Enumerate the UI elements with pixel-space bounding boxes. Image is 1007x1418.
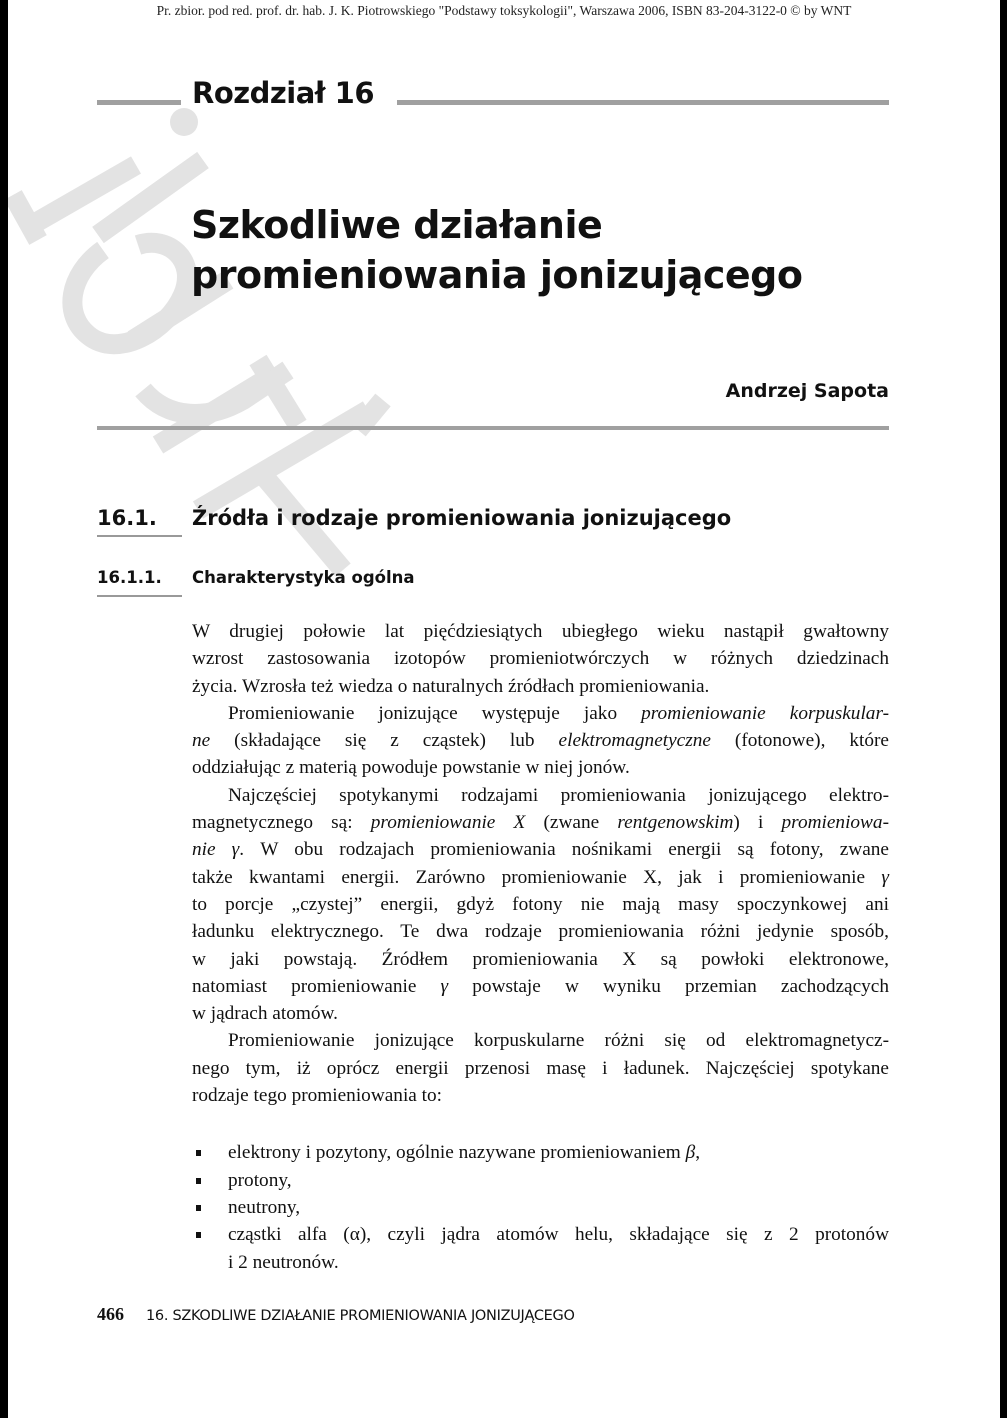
title-rule (97, 426, 889, 430)
italic-text: γ (440, 975, 449, 997)
text-line (192, 1027, 889, 1054)
italic-text: rentgenowskim (617, 812, 734, 834)
text-run: magnetycznego są: (192, 812, 371, 834)
document-page (8, 0, 1000, 1418)
text-run: natomiast promieniowanie (192, 975, 441, 997)
chapter-rule-right (397, 100, 889, 105)
text-line (192, 645, 889, 672)
text-line (192, 618, 889, 645)
paragraph (192, 618, 889, 700)
text-run: wzrost zastosowania izotopów promieniotwórczych w różnych dziedzinach (192, 648, 889, 670)
text-line (192, 1000, 889, 1027)
page-number: 466 (97, 1304, 124, 1324)
italic-text: ne (192, 730, 211, 752)
text-run: Promieniowanie jonizujące występuje jako (228, 702, 642, 724)
paragraph (192, 782, 889, 1028)
text-run: cząstki alfa (α), czyli jądra atomów helu, składające się z 2 protonów (228, 1224, 889, 1246)
text-run: powstaje w wyniku przemian zachodzących (448, 975, 889, 997)
text-run: elektrony i pozytony, ogólnie nazywane promieniowaniem (228, 1142, 686, 1164)
bullet-icon (196, 1205, 201, 1211)
text-line (228, 1221, 889, 1248)
text-line (228, 1167, 889, 1194)
text-run: neutrony, (228, 1196, 301, 1218)
text-line (192, 973, 889, 1000)
chapter-title-line: promieniowania jonizującego (191, 253, 803, 297)
text-run: i 2 neutronów. (228, 1251, 339, 1273)
text-line (192, 727, 889, 754)
paragraph (192, 1027, 889, 1109)
subsection-title: Charakterystyka ogólna (192, 568, 415, 587)
header-note: Pr. zbior. pod red. prof. dr. hab. J. K. Piotrowskiego "Podstawy toksykologii", Warszawa 2006, ISBN 83-204-3122-0 © by WNT (156, 3, 852, 18)
chapter-title-line: Szkodliwe działanie (191, 203, 603, 247)
italic-text: nie γ (192, 839, 240, 861)
text-run: W drugiej połowie lat pięćdziesiątych ubiegłego wieku nastąpił gwałtowny (192, 621, 889, 642)
text-run: rodzaje tego promieniowania to: (192, 1085, 443, 1107)
paragraph (192, 700, 889, 782)
text-run: życia. Wzrosła też wiedza o naturalnych źródłach promieniowania. (192, 675, 710, 697)
text-run: to porcje „czystej” energii, gdyż fotony nie mają masy spoczynkowej ani (192, 893, 889, 915)
text-line (192, 1082, 889, 1109)
text-run: , (695, 1142, 701, 1164)
italic-text: elektromagnetyczne (558, 730, 711, 752)
text-run: protony, (228, 1169, 292, 1191)
section-number-underline (97, 535, 182, 537)
text-run: także kwantami energii. Zarówno promieniowanie X, jak i promieniowanie (192, 866, 882, 888)
watermark (8, 100, 468, 620)
text-run: w jądrach atomów. (192, 1003, 338, 1025)
italic-text: promieniowanie X (370, 812, 526, 834)
bullet-icon (196, 1178, 201, 1184)
text-line (192, 918, 889, 945)
text-line (192, 946, 889, 973)
body-text (192, 618, 889, 1276)
italic-text: γ (881, 866, 889, 888)
bullet-icon (196, 1150, 201, 1156)
list-item (192, 1139, 889, 1166)
list-item (192, 1221, 889, 1276)
text-run: ładunku elektrycznego. Te dwa rodzaje promieniowania różni jedynie sposób, (192, 921, 889, 943)
text-run: Promieniowanie jonizujące korpuskularne różni się od elektromagnetycz- (228, 1030, 889, 1052)
chapter-label: Rozdział 16 (192, 76, 374, 110)
spacer (192, 1109, 889, 1139)
text-run: w jaki powstają. Źródłem promieniowania X są powłoki elektronowe, (192, 948, 889, 970)
bullet-icon (196, 1232, 201, 1238)
italic-text: β (685, 1142, 696, 1164)
text-line (192, 864, 889, 891)
chapter-title (191, 200, 802, 300)
text-line (192, 836, 889, 863)
subsection-number-underline (97, 595, 182, 597)
text-line (192, 754, 889, 781)
text-run: Najczęściej spotykanymi rodzajami promieniowania jonizującego elektro- (228, 784, 889, 806)
page-footer (97, 1304, 575, 1325)
subsection-number: 16.1.1. (97, 568, 162, 587)
chapter-rule-left (97, 100, 181, 105)
text-line (228, 1194, 889, 1221)
author: Andrzej Sapota (725, 380, 889, 402)
text-line (228, 1139, 889, 1166)
text-line (228, 1249, 889, 1276)
section-title: Źródła i rodzaje promieniowania jonizującego (192, 506, 732, 530)
text-run: . W obu rodzajach promieniowania nośnikami energii są fotony, zwane (239, 839, 889, 861)
text-line (192, 782, 889, 809)
list-item (192, 1167, 889, 1194)
text-run: nego tym, iż oprócz energii przenosi masę i ładunek. Najczęściej spotykane (192, 1057, 889, 1079)
text-line (192, 809, 889, 836)
list-item (192, 1194, 889, 1221)
text-run: (zwane (525, 812, 618, 834)
text-line (192, 700, 889, 727)
italic-text: promieniowanie korpuskular- (641, 702, 889, 724)
text-run: (składające się z cząstek) lub (210, 730, 559, 752)
text-line (192, 891, 889, 918)
text-run: ) i (733, 812, 782, 834)
text-line (192, 673, 889, 700)
italic-text: promieniowa- (781, 812, 889, 834)
text-run: oddziałując z materią powoduje powstanie w niej jonów. (192, 757, 630, 779)
section-number: 16.1. (97, 506, 157, 530)
text-run: (fotonowe), które (710, 730, 889, 752)
running-title: 16. SZKODLIWE DZIAŁANIE PROMIENIOWANIA JONIZUJĄCEGO (146, 1308, 575, 1324)
text-line (192, 1055, 889, 1082)
